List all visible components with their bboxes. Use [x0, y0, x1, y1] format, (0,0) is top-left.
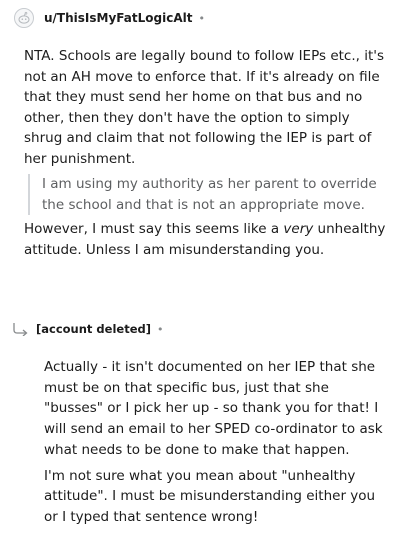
separator-dot: • — [198, 11, 205, 25]
comment-username[interactable]: u/ThisIsMyFatLogicAlt — [44, 11, 193, 25]
comment-paragraph — [24, 219, 386, 260]
user-avatar-icon[interactable] — [14, 8, 34, 28]
reply-header — [36, 320, 163, 338]
separator-dot: • — [156, 322, 164, 336]
quote-text: I am using my authority as her parent to override the school and that is not an appropriate move. — [42, 176, 377, 213]
text-span: unhealthy attitude. Unless I am misunderstanding you. — [24, 221, 386, 258]
reply-paragraph: I'm not sure what you mean about "unhealthy attitude". I must be misunderstanding either you or I typed that sentence wrong! — [44, 467, 376, 525]
comment-body — [24, 46, 386, 260]
reply-body — [44, 357, 384, 528]
reply-username: [account deleted] — [36, 322, 151, 336]
reply-paragraph: Actually - it isn't documented on her IEP that she must be on that specific bus, just that she "busses" or I pick her up - so thank you for that! I will send an email to her SPED co-ordinator to ask what needs to be done to make that happen. — [44, 359, 383, 458]
blockquote — [28, 174, 386, 215]
comment-paragraph: NTA. Schools are legally bound to follow IEPs etc., it's not an AH move to enforce that. If it's already on file that they must send her home on that bus and no other, then they don't have the option to simply shrug and claim that not following the IEP is part of her punishment. — [24, 48, 384, 167]
reply-arrow-icon — [12, 321, 32, 340]
comment-header — [14, 7, 205, 29]
emphasis-text: very — [283, 221, 314, 237]
text-span: However, I must say this seems like a — [24, 221, 284, 237]
